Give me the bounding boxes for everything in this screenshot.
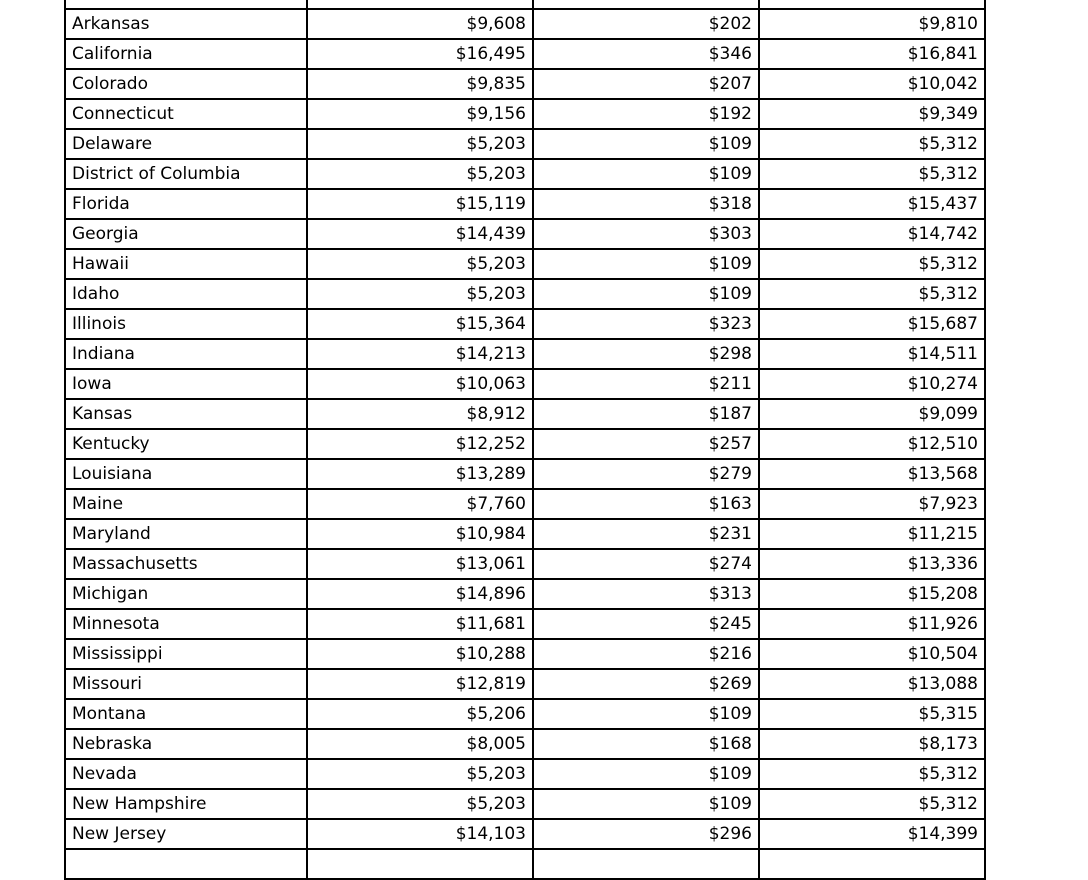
table-row	[65, 399, 985, 429]
cell-amount: $9,608	[307, 9, 533, 39]
table-row	[65, 579, 985, 609]
cell-total: $7,923	[759, 489, 985, 519]
cell-state: Michigan	[65, 579, 307, 609]
cell-fee: $168	[533, 729, 759, 759]
cell-total: $5,312	[759, 759, 985, 789]
cell-amount: $5,203	[307, 789, 533, 819]
cell-state: Louisiana	[65, 459, 307, 489]
table-row	[65, 699, 985, 729]
cell-total: $15,208	[759, 579, 985, 609]
cell-fee: $296	[533, 819, 759, 849]
cell-total: $5,312	[759, 789, 985, 819]
cell-state: Indiana	[65, 339, 307, 369]
cell-fee: $109	[533, 249, 759, 279]
cell-state: Connecticut	[65, 99, 307, 129]
cell-fee: $187	[533, 399, 759, 429]
cell-fee: $323	[533, 309, 759, 339]
cell-fee: $211	[533, 369, 759, 399]
cell-total	[759, 0, 985, 9]
cell-total: $10,504	[759, 639, 985, 669]
table-row	[65, 69, 985, 99]
cell-fee: $109	[533, 759, 759, 789]
cell-amount: $9,156	[307, 99, 533, 129]
cell-total: $9,099	[759, 399, 985, 429]
cell-state: District of Columbia	[65, 159, 307, 189]
cell-total: $11,926	[759, 609, 985, 639]
table-row	[65, 189, 985, 219]
table-row	[65, 519, 985, 549]
cell-total: $10,042	[759, 69, 985, 99]
cell-state: Arkansas	[65, 9, 307, 39]
table-row	[65, 669, 985, 699]
cell-total: $14,399	[759, 819, 985, 849]
cell-amount: $16,495	[307, 39, 533, 69]
state-amounts-table	[64, 0, 986, 880]
cell-amount: $9,835	[307, 69, 533, 99]
cell-fee: $202	[533, 9, 759, 39]
cell-amount: $5,203	[307, 159, 533, 189]
cell-state: Montana	[65, 699, 307, 729]
cell-fee: $313	[533, 579, 759, 609]
cell-amount: $8,912	[307, 399, 533, 429]
table-row	[65, 39, 985, 69]
cell-state: Delaware	[65, 129, 307, 159]
table-row	[65, 759, 985, 789]
cell-amount: $12,252	[307, 429, 533, 459]
cell-total: $13,088	[759, 669, 985, 699]
cell-state: Mississippi	[65, 639, 307, 669]
cell-amount: $7,760	[307, 489, 533, 519]
cell-amount	[307, 0, 533, 9]
cell-state: Kentucky	[65, 429, 307, 459]
table-row	[65, 549, 985, 579]
cell-amount: $5,203	[307, 249, 533, 279]
table-row	[65, 129, 985, 159]
cell-fee: $192	[533, 99, 759, 129]
cell-amount: $5,203	[307, 279, 533, 309]
cell-state	[65, 0, 307, 9]
cell-amount: $13,061	[307, 549, 533, 579]
cell-total: $13,336	[759, 549, 985, 579]
cell-fee: $109	[533, 789, 759, 819]
cell-fee: $245	[533, 609, 759, 639]
cell-amount: $15,364	[307, 309, 533, 339]
cell-state: Nebraska	[65, 729, 307, 759]
table-row	[65, 159, 985, 189]
cell-fee: $109	[533, 129, 759, 159]
cell-state: Colorado	[65, 69, 307, 99]
cell-fee: $274	[533, 549, 759, 579]
cell-total: $8,173	[759, 729, 985, 759]
table-row	[65, 729, 985, 759]
cell-state: Kansas	[65, 399, 307, 429]
cell-total: $12,510	[759, 429, 985, 459]
cell-amount: $13,289	[307, 459, 533, 489]
cell-state: New Hampshire	[65, 789, 307, 819]
cell-fee: $109	[533, 699, 759, 729]
table-row	[65, 309, 985, 339]
cell-total: $13,568	[759, 459, 985, 489]
cell-amount: $14,103	[307, 819, 533, 849]
cell-total: $14,511	[759, 339, 985, 369]
cell-fee: $163	[533, 489, 759, 519]
cell-fee: $269	[533, 669, 759, 699]
cell-state: Georgia	[65, 219, 307, 249]
cell-fee: $216	[533, 639, 759, 669]
cell-amount: $12,819	[307, 669, 533, 699]
cell-amount: $10,288	[307, 639, 533, 669]
table-row	[65, 429, 985, 459]
cell-state: Nevada	[65, 759, 307, 789]
cell-total: $5,312	[759, 159, 985, 189]
cell-fee: $303	[533, 219, 759, 249]
cell-state: Maine	[65, 489, 307, 519]
cell-fee: $207	[533, 69, 759, 99]
cell-amount: $14,439	[307, 219, 533, 249]
cell-state: Florida	[65, 189, 307, 219]
cell-state: Illinois	[65, 309, 307, 339]
cell-fee: $318	[533, 189, 759, 219]
cell-total: $9,349	[759, 99, 985, 129]
table-row-partial-top	[65, 0, 985, 9]
cell-amount	[307, 849, 533, 879]
table-row	[65, 279, 985, 309]
cell-amount: $14,213	[307, 339, 533, 369]
cell-amount: $10,063	[307, 369, 533, 399]
cell-total: $11,215	[759, 519, 985, 549]
cell-amount: $10,984	[307, 519, 533, 549]
cell-total: $5,315	[759, 699, 985, 729]
cell-fee: $298	[533, 339, 759, 369]
table-row	[65, 249, 985, 279]
table-row	[65, 819, 985, 849]
cell-state: Maryland	[65, 519, 307, 549]
cell-total: $5,312	[759, 129, 985, 159]
table-row	[65, 489, 985, 519]
table-row	[65, 219, 985, 249]
table-body	[65, 0, 985, 879]
cell-amount: $5,203	[307, 759, 533, 789]
cell-fee: $279	[533, 459, 759, 489]
table-row	[65, 609, 985, 639]
table-row	[65, 639, 985, 669]
cell-state: California	[65, 39, 307, 69]
cell-fee: $109	[533, 279, 759, 309]
cell-total: $16,841	[759, 39, 985, 69]
cell-state: Iowa	[65, 369, 307, 399]
cell-state	[65, 849, 307, 879]
table-row-partial-bottom	[65, 849, 985, 879]
cell-amount: $15,119	[307, 189, 533, 219]
table-row	[65, 459, 985, 489]
cell-state: Hawaii	[65, 249, 307, 279]
cell-fee: $231	[533, 519, 759, 549]
table-row	[65, 369, 985, 399]
cell-fee: $109	[533, 159, 759, 189]
cell-total: $15,437	[759, 189, 985, 219]
table-row	[65, 339, 985, 369]
cell-fee	[533, 849, 759, 879]
cell-amount: $11,681	[307, 609, 533, 639]
cell-amount: $14,896	[307, 579, 533, 609]
cell-amount: $5,206	[307, 699, 533, 729]
table-row	[65, 9, 985, 39]
cell-total: $5,312	[759, 249, 985, 279]
table-row	[65, 99, 985, 129]
cell-state: Idaho	[65, 279, 307, 309]
cell-total: $14,742	[759, 219, 985, 249]
cell-fee: $257	[533, 429, 759, 459]
cell-amount: $8,005	[307, 729, 533, 759]
cell-total: $9,810	[759, 9, 985, 39]
cell-total: $10,274	[759, 369, 985, 399]
cell-state: Minnesota	[65, 609, 307, 639]
cell-state: New Jersey	[65, 819, 307, 849]
table-row	[65, 789, 985, 819]
cell-state: Massachusetts	[65, 549, 307, 579]
cell-state: Missouri	[65, 669, 307, 699]
cell-fee	[533, 0, 759, 9]
cell-amount: $5,203	[307, 129, 533, 159]
cell-total	[759, 849, 985, 879]
cell-total: $5,312	[759, 279, 985, 309]
cell-total: $15,687	[759, 309, 985, 339]
cell-fee: $346	[533, 39, 759, 69]
